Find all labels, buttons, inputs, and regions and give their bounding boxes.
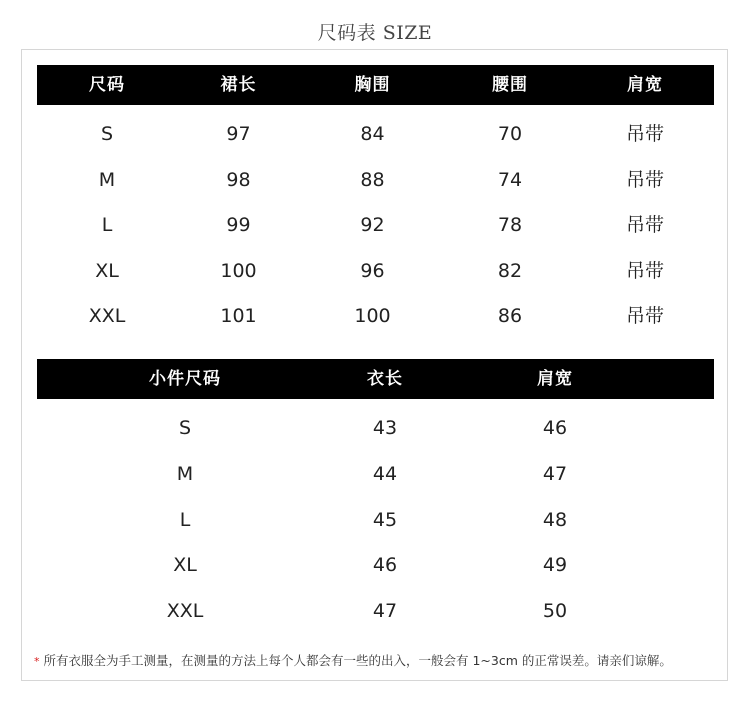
table-cell: 43 [372,417,398,439]
header-cell-bust: 胸围 [354,75,391,95]
table-cell: 74 [497,169,523,191]
table-cell: XL [173,554,197,576]
table-cell: 82 [497,260,523,282]
table-row [37,202,714,248]
table-row [37,588,714,634]
table-row [37,451,714,497]
table-cell: M [98,169,116,191]
table-cell: 49 [542,554,568,576]
header-cell-shoulder: 肩宽 [537,369,573,389]
header-cell-length: 衣长 [367,369,403,389]
table-cell: L [179,509,191,531]
table-cell: 99 [226,214,251,236]
table-cell: 78 [497,214,523,236]
table-cell: 44 [372,463,398,485]
table-cell: 45 [372,509,398,531]
table-cell: 96 [360,260,385,282]
header-cell-size: 小件尺码 [149,369,221,389]
note-text: 所有衣服全为手工测量，在测量的方法上每个人都会有一些的出入，一般会有 1~3cm 的正常误差。请亲们谅解。 [43,653,672,668]
table-cell: 47 [542,463,568,485]
table-cell: 86 [497,305,523,327]
table-cell: 101 [220,305,257,327]
table-cell: XL [95,260,119,282]
table-row [37,248,714,294]
table-cell: 吊带 [625,123,664,145]
table-cell: 100 [220,260,257,282]
table-cell: M [176,463,194,485]
table-row [37,157,714,203]
table-cell: S [178,417,192,439]
table-cell: 吊带 [625,305,664,327]
table-row [37,497,714,543]
table-cell: 46 [372,554,398,576]
table-cell: 48 [542,509,568,531]
table-row [37,293,714,339]
table-cell: 88 [360,169,385,191]
table-cell: 吊带 [625,214,664,236]
table-cell: 97 [226,123,251,145]
table-cell: 92 [360,214,385,236]
table-cell: 50 [542,600,568,622]
size-table-small [37,359,714,639]
table-cell: 47 [372,600,398,622]
table-cell: S [100,123,114,145]
table-row [37,542,714,588]
table-cell: 吊带 [625,169,664,191]
table-cell: 100 [354,305,391,327]
table-cell: 46 [542,417,568,439]
table-cell: 70 [497,123,523,145]
table-row [37,111,714,157]
table-row [37,405,714,451]
asterisk-marker: * [34,655,40,668]
header-cell-size: 尺码 [89,75,125,95]
measurement-note [34,651,672,669]
header-cell-waist: 腰围 [492,75,528,95]
table-cell: 84 [360,123,385,145]
table-cell: 吊带 [625,260,664,282]
table-cell: XXL [88,305,126,327]
table-cell: XXL [166,600,204,622]
page-title: 尺码表 SIZE [317,22,433,44]
header-cell-shoulder: 肩宽 [627,75,663,95]
table-cell: 98 [226,169,251,191]
table-header [37,65,714,105]
header-cell-length: 裙长 [220,75,257,95]
size-table-dress [37,65,714,385]
table-header [37,359,714,399]
table-cell: L [101,214,113,236]
